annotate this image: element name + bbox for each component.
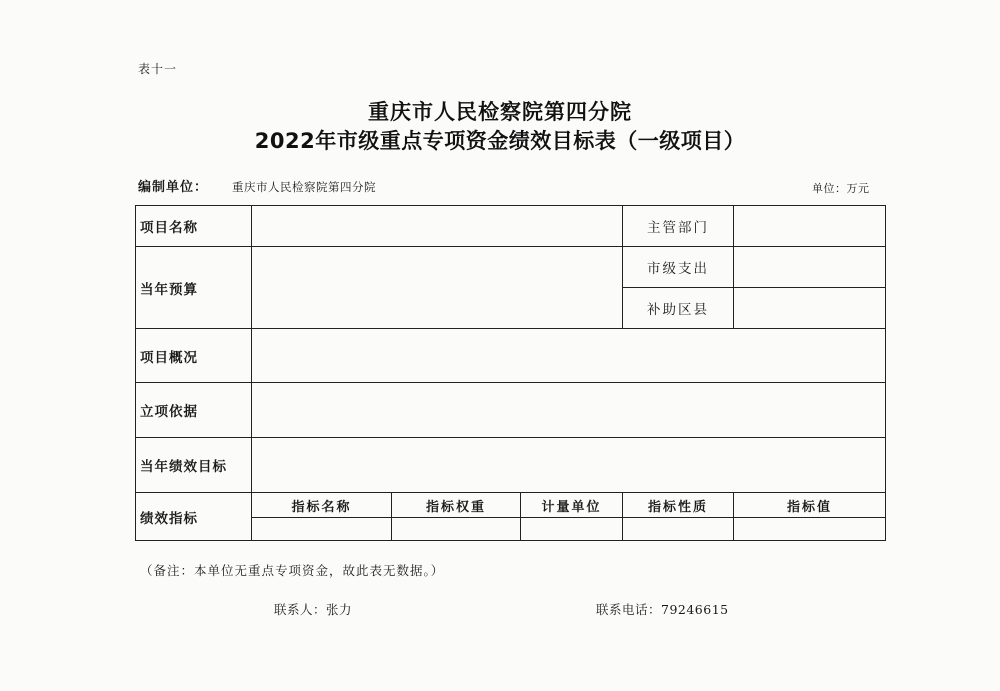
overview-cell	[252, 329, 886, 383]
indicator-empty-cell	[623, 518, 734, 541]
project-name-cell	[252, 206, 623, 247]
indicator-empty-cell	[252, 518, 392, 541]
county-subsidy-cell	[734, 288, 886, 329]
budget-label: 当年预算	[136, 247, 252, 329]
basis-label: 立项依据	[136, 383, 252, 438]
basis-cell	[252, 383, 886, 438]
currency-unit: 单位：万元	[812, 182, 870, 195]
indicators-label: 绩效指标	[136, 493, 252, 541]
dept-cell	[734, 206, 886, 247]
document-title-org: 重庆市人民检察院第四分院	[368, 100, 632, 124]
contact-person: 联系人：张力	[274, 602, 353, 617]
remark-note: （备注：本单位无重点专项资金，故此表无数据。）	[140, 563, 445, 578]
indicator-empty-cell	[392, 518, 521, 541]
table-number: 表十一	[138, 62, 178, 76]
county-subsidy-label: 补助区县	[623, 288, 734, 329]
indicator-header-weight: 指标权重	[392, 493, 521, 518]
compiling-unit-label: 编制单位：	[138, 180, 209, 195]
indicator-empty-cell	[521, 518, 623, 541]
document-title: 2022年市级重点专项资金绩效目标表（一级项目）	[254, 129, 746, 153]
goal-cell	[252, 438, 886, 493]
compiling-unit	[138, 176, 376, 195]
project-name-label: 项目名称	[136, 206, 252, 247]
goal-label: 当年绩效目标	[136, 438, 252, 493]
dept-label: 主管部门	[623, 206, 734, 247]
indicator-header-value: 指标值	[734, 493, 886, 518]
indicator-empty-cell	[734, 518, 886, 541]
overview-label: 项目概况	[136, 329, 252, 383]
city-expense-cell	[734, 247, 886, 288]
performance-target-table	[135, 205, 886, 541]
city-expense-label: 市级支出	[623, 247, 734, 288]
indicator-header-name: 指标名称	[252, 493, 392, 518]
contact-phone: 联系电话：79246615	[596, 602, 729, 617]
indicator-header-nature: 指标性质	[623, 493, 734, 518]
compiling-unit-value: 重庆市人民检察院第四分院	[232, 180, 377, 194]
budget-cell	[252, 247, 623, 329]
indicator-header-unit: 计量单位	[521, 493, 623, 518]
